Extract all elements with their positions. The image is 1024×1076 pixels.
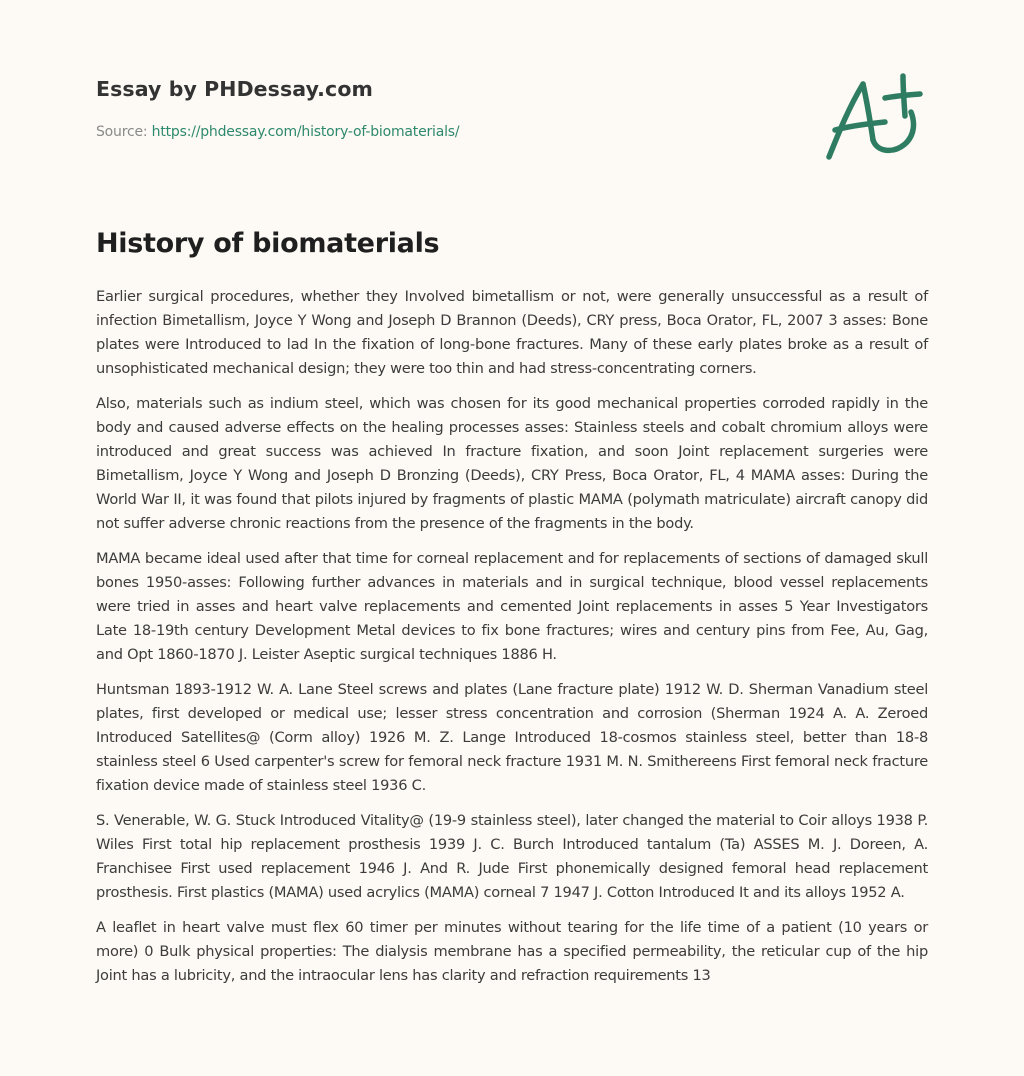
a-plus-grade-icon (815, 62, 935, 172)
source-link[interactable]: https://phdessay.com/history-of-biomaterials/ (151, 124, 460, 140)
paragraph: S. Venerable, W. G. Stuck Introduced Vitality@ (19-9 stainless steel), later changed the material to Coir alloys 1938 P. Wiles First total hip replacement prosthesis 1939 J. C. Burch Introduced tantalum (Ta) ASSES M. J. Doreen, A. Franchisee First used replacement 1946 J. And R. Jude First phonemically designed femoral head replacement prosthesis. First plastics (MAMA) used acrylics (MAMA) corneal 7 1947 J. Cotton Introduced It and its alloys 1952 A. (96, 812, 928, 901)
paragraph: Also, materials such as indium steel, which was chosen for its good mechanical properties corroded rapidly in the body and caused adverse effects on the healing processes asses: Stainless steels and cobalt chromium alloys were introduced and great success was achieved In fracture fixation, and soon Joint replacement surgeries were Bimetallism, Joyce Y Wong and Joseph D Bronzing (Deeds), CRY Press, Boca Orator, FL, 4 MAMA asses: During the World War II, it was found that pilots injured by fragments of plastic MAMA (polymath matriculate) aircraft canopy did not suffer adverse chronic reactions from the presence of the fragments in the body. (96, 395, 928, 532)
source-line (96, 122, 796, 142)
essay-body (96, 285, 928, 999)
essay-header (96, 74, 796, 142)
source-label: Source: (96, 124, 152, 140)
paragraph: Earlier surgical procedures, whether they Involved bimetallism or not, were generally unsuccessful as a result of infection Bimetallism, Joyce Y Wong and Joseph D Brannon (Deeds), CRY press, Boca Orator, FL, 2007 3 asses: Bone plates were Introduced to lad In the fixation of long-bone fractures. Many of these early plates broke as a result of unsophisticated mechanical design; they were too thin and had stress-concentrating corners. (96, 288, 928, 377)
brand-title: Essay by PHDessay.com (96, 77, 373, 101)
paragraph: MAMA became ideal used after that time for corneal replacement and for replacements of sections of damaged skull bones 1950-asses: Following further advances in materials and in surgical technique, blood vessel replacements were tried in asses and heart valve replacements and cemented Joint replacements in asses 5 Year Investigators Late 18-19th century Development Metal devices to fix bone fractures; wires and century pins from Fee, Au, Gag, and Opt 1860-1870 J. Leister Aseptic surgical techniques 1886 H. (96, 550, 928, 663)
paragraph: Huntsman 1893-1912 W. A. Lane Steel screws and plates (Lane fracture plate) 1912 W. D. Sherman Vanadium steel plates, first developed or medical use; lesser stress concentration and corrosion (Sherman 1924 A. A. Zeroed Introduced Satellites@ (Corm alloy) 1926 M. Z. Lange Introduced 18-cosmos stainless steel, better than 18-8 stainless steel 6 Used carpenter's screw for femoral neck fracture 1931 M. N. Smithereens First femoral neck fracture fixation device made of stainless steel 1936 C. (96, 681, 928, 794)
paragraph: A leaflet in heart valve must flex 60 timer per minutes without tearing for the life time of a patient (10 years or more) 0 Bulk physical properties: The dialysis membrane has a specified permeability, the reticular cup of the hip Joint has a lubricity, and the intraocular lens has clarity and refraction requirements 13 (96, 919, 928, 984)
essay-title: History of biomaterials (96, 228, 440, 259)
